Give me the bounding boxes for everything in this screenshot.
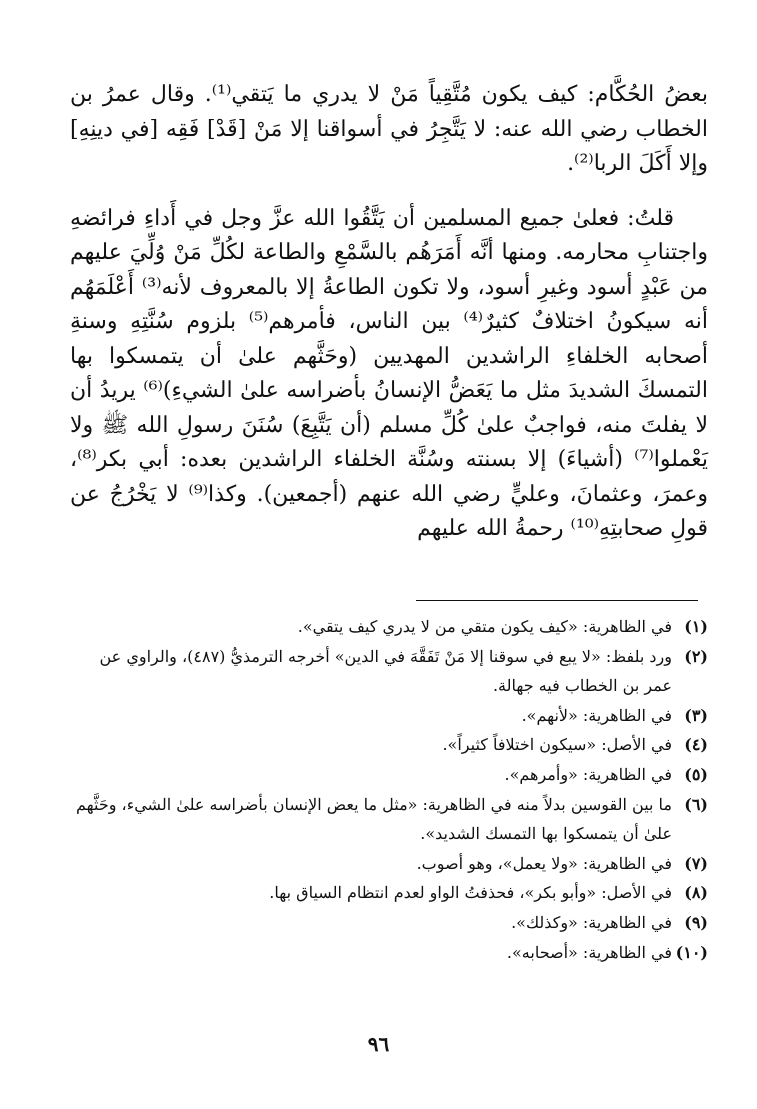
footnote-number: (٧) <box>684 853 708 873</box>
footnote-number: (١٠) <box>675 942 708 962</box>
footnote <box>70 642 708 701</box>
footnote-number: (٦) <box>684 794 708 814</box>
footnote <box>70 730 708 760</box>
footnote <box>70 790 708 849</box>
footnote-number: (٩) <box>684 912 708 932</box>
footnote <box>70 701 708 731</box>
main-text <box>70 78 708 547</box>
footnote-text: في الظاهرية: «وأمرهم». <box>504 764 672 784</box>
footnote-text: في الأصل: «وأبو بكر»، فحذفتُ الواو لعدم انتظام السياق بها. <box>269 883 672 903</box>
footnote <box>70 878 708 908</box>
footnote-text: ما بين القوسين بدلاً منه في الظاهرية: «مثل ما يعض الإنسان بأضراسه علىٰ الشيء، وحَثَّهم علىٰ أن يتمسكوا بها التمسك الشديد». <box>75 794 672 844</box>
paragraph-2: قلتُ: فعلىٰ جميع المسلمين أن يَتَّقُوا الله عزَّ وجل في أَداءِ فرائضهِ واجتنابِ محارمه. ومنها أنَّه أَمَرَهُم بالسَّمْعِ والطاعة لكُلِّ مَنْ وُلِّيَ عليهم من عَبْدٍ أسود وغيرِ أسود، ولا تكون الطاعةُ إلا بالمعروف لأنه⁽³⁾ أَعْلَمَهُم أنه سيكونُ اختلافٌ كثيرٌ⁽⁴⁾ بين الناس، فأمرهم⁽⁵⁾ بلزوم سُنَّتِهِ وسنةِ أصحابه الخلفاءِ الراشدين المهديين (وحَثَّهم علىٰ أن يتمسكوا بها التمسكَ الشديدَ مثل ما يَعَضُّ الإنسانُ بأضراسه علىٰ الشيءِ)⁽⁶⁾ يريدُ أن لا يفلتَ منه، فواجبٌ علىٰ كُلِّ مسلم (أن يَتَّبِعَ) سُنَنَ رسولِ الله ﷺ ولا يَعْملوا⁽⁷⁾ (أشياءَ) إلا بسنته وسُنَّة الخلفاء الراشدين بعده: أبي بكر⁽⁸⁾، وعمرَ، وعثمانَ، وعليٍّ رضي الله عنهم (أجمعين). وكذا⁽⁹⁾ لا يَخْرُجُ عن قولِ صحابتِهِ⁽¹⁰⁾ رحمةُ الله عليهم <box>70 205 709 541</box>
footnote-number: (١) <box>684 617 708 636</box>
footnote-text: في الظاهرية: «كيف يكون متقي من لا يدري كيف يتقي». <box>297 617 672 636</box>
footnote-text: في الظاهرية: «وكذلك». <box>511 912 672 932</box>
footnote-divider <box>416 600 698 601</box>
footnote-text: في الظاهرية: «لأنهم». <box>521 705 672 725</box>
footnote-text: ورد بلفظ: «لا يبع في سوقنا إلا مَنْ تَفَقَّهَ في الدين» أخرجه الترمذيُّ (٤٨٧)، والراوي عن عمر بن الخطاب فيه جهالة. <box>99 646 672 696</box>
footnote-text: في الأصل: «سيكون اختلافاً كثيراً». <box>442 735 672 755</box>
footnote <box>70 849 708 879</box>
footnote <box>70 612 708 642</box>
paragraph-1: بعضُ الحُكَّام: كيف يكون مُتَّقِياً مَنْ لا يدري ما يَتقي⁽¹⁾. وقال عمرُ بن الخطاب رضي الله عنه: لا يَتَّجِرُ في أسواقنا إلا مَنْ [قَدْ] فَقِه [في دينِهِ] وإلا أَكَلَ الربا⁽²⁾. <box>70 82 708 176</box>
footnote-text: في الظاهرية: «ولا يعمل»، وهو أصوب. <box>416 853 672 873</box>
footnotes <box>70 612 708 967</box>
footnote-number: (٥) <box>684 764 708 784</box>
footnote-number: (٢) <box>684 646 708 666</box>
footnote <box>70 908 708 938</box>
page-number: ٩٦ <box>367 1032 390 1056</box>
footnote-number: (٣) <box>684 705 708 725</box>
footnote-number: (٨) <box>684 883 708 903</box>
footnote <box>70 760 708 790</box>
footnote <box>70 938 708 968</box>
footnote-number: (٤) <box>684 735 708 755</box>
footnote-text: في الظاهرية: «أصحابه». <box>506 942 672 962</box>
